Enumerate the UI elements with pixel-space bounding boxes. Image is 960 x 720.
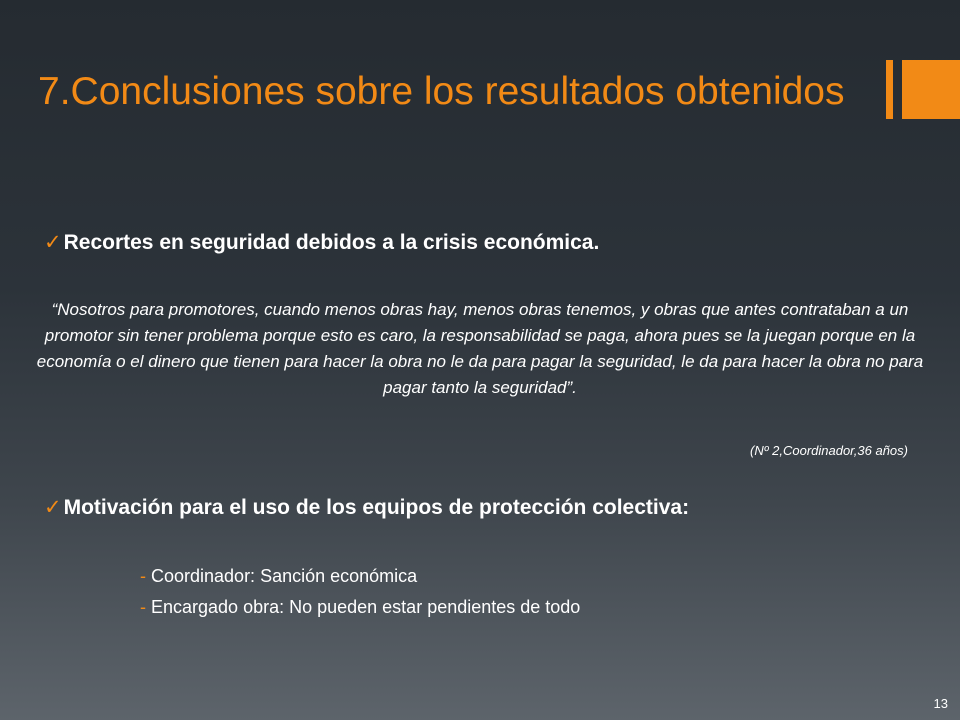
checkmark-icon: ✓ (44, 496, 62, 519)
quote-text: “Nosotros para promotores, cuando menos obras hay, menos obras tenemos, y obras que antes contrataban a un promotor sin tener problema porque esto es caro, la responsabilidad se paga, ahora pues se la juegan porque en la economía o el dinero que tienen para hacer la obra no le da para pagar la seguridad, le da para hacer la obra no para pagar tanto la seguridad”. (36, 300, 924, 397)
checkmark-icon: ✓ (44, 231, 62, 254)
dash-marker: - (140, 597, 146, 617)
accent-bar-thin (886, 60, 893, 119)
page-number: 13 (933, 696, 948, 711)
bullet-recortes (44, 230, 599, 255)
dash-marker: - (140, 566, 146, 586)
bullet-motivacion (44, 495, 689, 520)
bullet-text: Recortes en seguridad debidos a la crisis económica. (63, 231, 600, 254)
subitem-coordinador (140, 566, 417, 587)
bullet-text: Motivación para el uso de los equipos de protección colectiva: (63, 496, 690, 519)
subitem-encargado (140, 597, 580, 618)
subitem-text: Coordinador: Sanción económica (151, 566, 418, 586)
subitem-text: Encargado obra: No pueden estar pendientes de todo (151, 597, 581, 617)
accent-bar-block (902, 60, 960, 119)
quote-attribution: (Nº 2,Coordinador,36 años) (750, 443, 908, 458)
slide-title: 7.Conclusiones sobre los resultados obtenidos (38, 70, 845, 113)
